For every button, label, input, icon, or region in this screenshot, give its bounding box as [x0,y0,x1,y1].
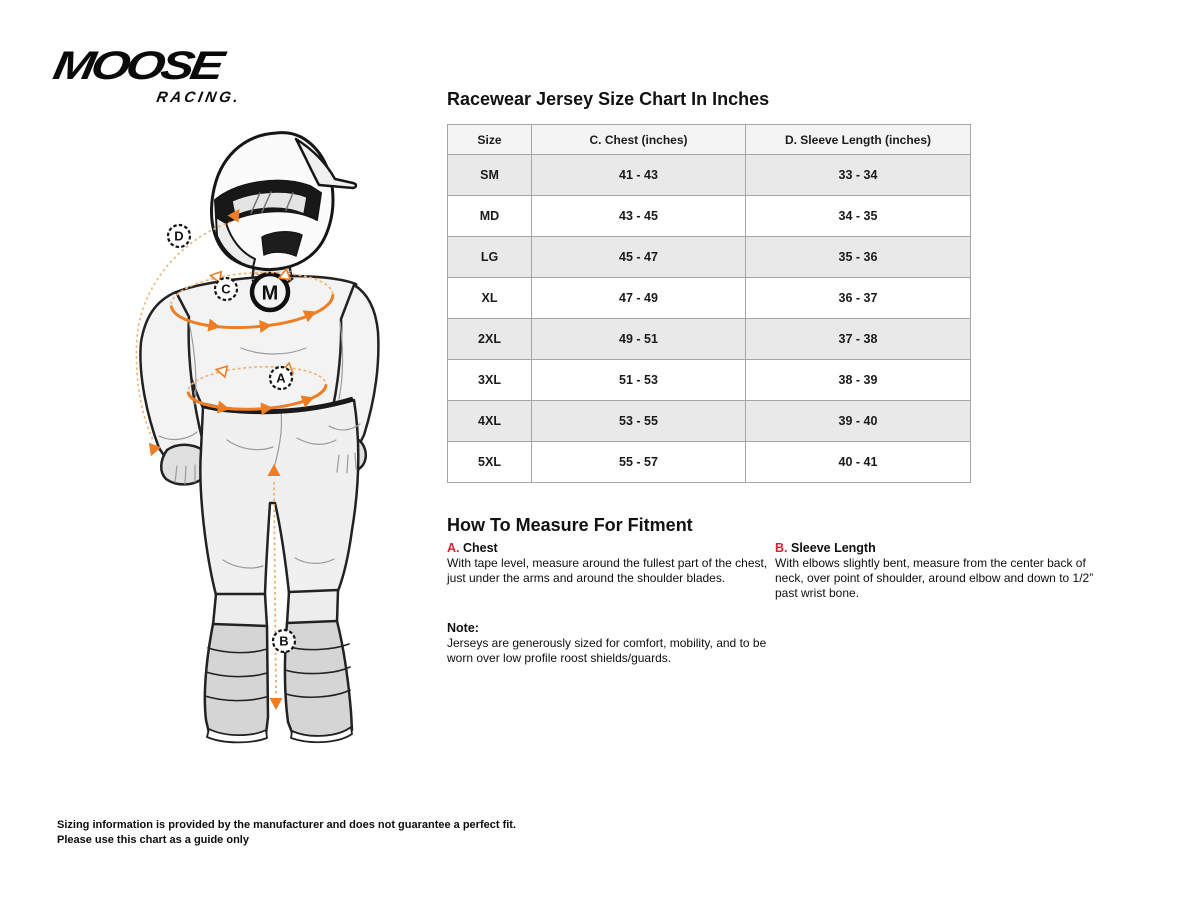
size-cell: 2XL [448,319,532,360]
label-sleeve-d [168,225,190,247]
chest-cell: 53 - 55 [532,401,746,442]
size-row-3xl [448,360,971,401]
rider-measurement-diagram [55,120,427,770]
size-chart-table [447,124,971,483]
svg-text:A: A [276,370,286,386]
note-text: Jerseys are generously sized for comfort, mobility, and to be worn over low profile roost shields/guards. [447,636,767,665]
moose-racing-logo [49,43,247,106]
col-header-size: Size [448,125,532,155]
note-label: Note: [447,621,479,635]
chest-cell: 41 - 43 [532,155,746,196]
measure-chest-letter: A. [447,541,460,555]
size-cell: LG [448,237,532,278]
disclaimer-line-1: Sizing information is provided by the manufacturer and does not guarantee a perfect fit. [57,819,517,831]
note-block [447,621,779,666]
measure-sleeve-heading [775,541,1107,555]
size-row-4xl [448,401,971,442]
logo-moose-text: MOOSE [49,43,224,88]
label-chest-c [215,278,237,300]
measure-sleeve-label: Sleeve Length [790,541,876,555]
chest-cell: 51 - 53 [532,360,746,401]
sleeve-cell: 33 - 34 [746,155,971,196]
sleeve-cell: 35 - 36 [746,237,971,278]
size-cell: 3XL [448,360,532,401]
chest-logo-letter: M [261,282,279,305]
size-row-md [448,196,971,237]
sleeve-cell: 38 - 39 [746,360,971,401]
logo-racing-text: RACING. [155,89,243,106]
measure-sleeve-letter: B. [775,541,788,555]
size-cell: XL [448,278,532,319]
header-row [448,125,971,155]
col-header-sleeve: D. Sleeve Length (inches) [746,125,971,155]
sleeve-cell: 39 - 40 [746,401,971,442]
mouth-vent [262,232,302,256]
size-row-sm [448,155,971,196]
disclaimer [57,818,516,848]
moose-chest-logo [252,274,288,310]
measure-chest-block [447,541,779,586]
size-cell: 4XL [448,401,532,442]
measure-sleeve-block [775,541,1107,601]
size-cell: MD [448,196,532,237]
size-row-5xl [448,442,971,483]
size-row-xl [448,278,971,319]
size-cell: 5XL [448,442,532,483]
sleeve-cell: 40 - 41 [746,442,971,483]
measure-chest-heading [447,541,779,555]
chest-cell: 45 - 47 [532,237,746,278]
sleeve-cell: 34 - 35 [746,196,971,237]
disclaimer-line-2: Please use this chart as a guide only [57,833,249,846]
size-cell: SM [448,155,532,196]
chest-cell: 47 - 49 [532,278,746,319]
measure-sleeve-text: With elbows slightly bent, measure from the center back of neck, over point of shoulder, around elbow and down to 1/2” past wrist bone. [775,556,1094,600]
label-inseam-b [273,630,295,652]
size-chart-title: Racewear Jersey Size Chart In Inches [447,89,770,109]
size-row-lg [448,237,971,278]
helmet [212,133,356,270]
chest-cell: 55 - 57 [532,442,746,483]
svg-text:B: B [279,633,289,649]
howto-title: How To Measure For Fitment [447,515,693,535]
chest-cell: 49 - 51 [532,319,746,360]
label-waist-a [270,367,292,389]
sleeve-cell: 37 - 38 [746,319,971,360]
size-row-2xl [448,319,971,360]
col-header-chest: C. Chest (inches) [532,125,746,155]
measure-chest-text: With tape level, measure around the fullest part of the chest, just under the arms and around the shoulder blades. [447,556,768,585]
svg-text:D: D [174,228,184,244]
svg-text:C: C [221,281,231,297]
chest-cell: 43 - 45 [532,196,746,237]
measure-chest-label: Chest [462,541,498,555]
sleeve-cell: 36 - 37 [746,278,971,319]
